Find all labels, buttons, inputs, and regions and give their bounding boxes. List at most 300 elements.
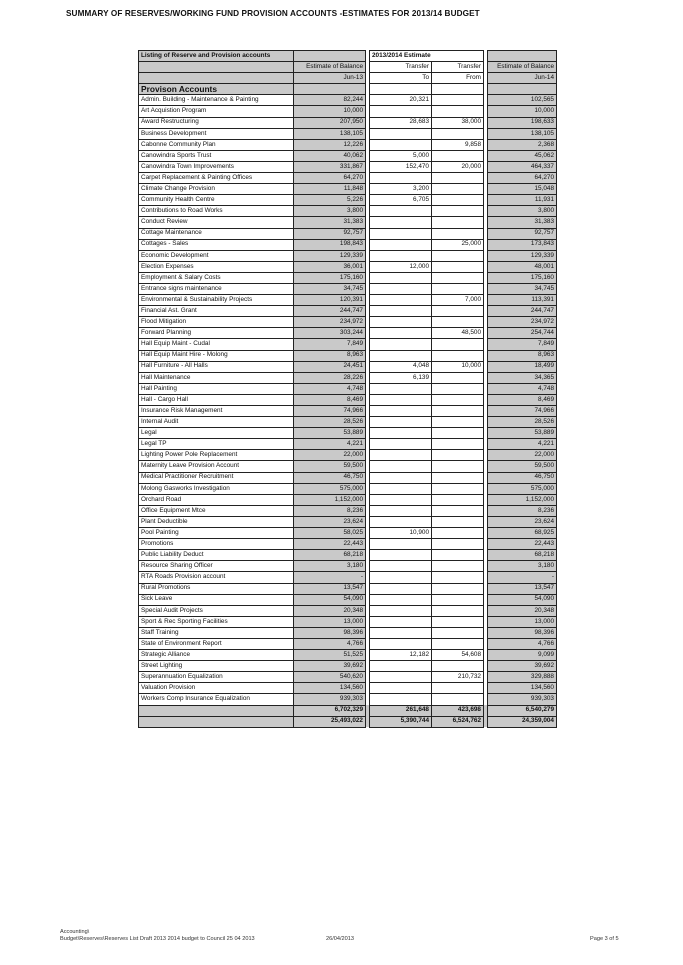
transfer-from	[432, 528, 484, 539]
balance-jun-13: 46,750	[294, 472, 366, 483]
transfer-to: 6,705	[370, 195, 432, 206]
balance-jun-14: 15,048	[488, 184, 557, 195]
transfer-to	[370, 672, 432, 683]
total-transfer-to: 5,390,744	[370, 716, 432, 727]
balance-jun-13: 129,339	[294, 250, 366, 261]
account-name: State of Environment Report	[139, 638, 294, 649]
account-name: Canowindra Sports Trust	[139, 150, 294, 161]
header-blank-2	[488, 51, 557, 62]
transfer-to: 152,470	[370, 161, 432, 172]
account-name: Business Development	[139, 128, 294, 139]
account-name: Hall Equip Maint Hire - Molong	[139, 350, 294, 361]
table-row	[139, 406, 557, 417]
balance-jun-14: 54,090	[488, 594, 557, 605]
balance-jun-14: 939,303	[488, 694, 557, 705]
balance-jun-14: 464,337	[488, 161, 557, 172]
account-name: Hall Equip Maint - Cudal	[139, 339, 294, 350]
transfer-from	[432, 605, 484, 616]
balance-jun-14: 8,236	[488, 505, 557, 516]
balance-jun-13: 244,747	[294, 306, 366, 317]
balance-jun-14: 129,339	[488, 250, 557, 261]
account-name: Medical Practitioner Recruitment	[139, 472, 294, 483]
transfer-from: 48,500	[432, 328, 484, 339]
transfer-from	[432, 106, 484, 117]
account-name: Insurance Risk Management	[139, 406, 294, 417]
balance-jun-13: 10,000	[294, 106, 366, 117]
balance-jun-13: 28,526	[294, 417, 366, 428]
balance-jun-13: 4,748	[294, 383, 366, 394]
account-name: Orchard Road	[139, 494, 294, 505]
account-name: Sport & Rec Sporting Facilities	[139, 616, 294, 627]
table-row	[139, 428, 557, 439]
section-row	[139, 84, 557, 95]
balance-jun-13: 11,848	[294, 184, 366, 195]
balance-jun-13: 134,560	[294, 683, 366, 694]
transfer-from: 210,732	[432, 672, 484, 683]
account-name: Molong Gasworks Investigation	[139, 483, 294, 494]
table-row	[139, 217, 557, 228]
table-row	[139, 672, 557, 683]
balance-jun-14: 34,365	[488, 372, 557, 383]
transfer-to	[370, 605, 432, 616]
table-row	[139, 661, 557, 672]
balance-jun-14: 8,469	[488, 394, 557, 405]
account-name: Legal TP	[139, 439, 294, 450]
account-name: Canowindra Town Improvements	[139, 161, 294, 172]
transfer-to	[370, 283, 432, 294]
balance-jun-14: 31,383	[488, 217, 557, 228]
table-row	[139, 561, 557, 572]
account-name: Hall Maintenance	[139, 372, 294, 383]
reserves-table	[138, 50, 557, 728]
balance-jun-14: 3,180	[488, 561, 557, 572]
account-name: Strategic Alliance	[139, 650, 294, 661]
balance-jun-14: 13,547	[488, 583, 557, 594]
table-row	[139, 694, 557, 705]
account-name: Environmental & Sustainability Projects	[139, 295, 294, 306]
transfer-to	[370, 561, 432, 572]
table-row	[139, 206, 557, 217]
balance-jun-14: 1,152,000	[488, 494, 557, 505]
transfer-to	[370, 594, 432, 605]
transfer-to	[370, 239, 432, 250]
transfer-from	[432, 173, 484, 184]
header-estimate-group: 2013/2014 Estimate	[370, 51, 484, 62]
balance-jun-13: 8,469	[294, 394, 366, 405]
balance-jun-13: 207,950	[294, 117, 366, 128]
transfer-from	[432, 372, 484, 383]
transfer-from	[432, 550, 484, 561]
balance-jun-13: 540,620	[294, 672, 366, 683]
transfer-from	[432, 494, 484, 505]
transfer-from	[432, 184, 484, 195]
balance-jun-14: 68,218	[488, 550, 557, 561]
table-row	[139, 261, 557, 272]
balance-jun-14: 18,499	[488, 361, 557, 372]
balance-jun-14: 7,849	[488, 339, 557, 350]
transfer-to	[370, 616, 432, 627]
balance-jun-14: 23,624	[488, 516, 557, 527]
footer-path-line-2: Budget\Reserves\Reserves List Draft 2013 2014 budget to Council 25 04 2013	[60, 935, 255, 942]
transfer-to	[370, 461, 432, 472]
balance-jun-14: 244,747	[488, 306, 557, 317]
transfer-to: 12,000	[370, 261, 432, 272]
balance-jun-13: 12,226	[294, 139, 366, 150]
balance-jun-13: 24,451	[294, 361, 366, 372]
transfer-to: 20,321	[370, 95, 432, 106]
balance-jun-14: 48,001	[488, 261, 557, 272]
balance-jun-14: 53,889	[488, 428, 557, 439]
transfer-from	[432, 283, 484, 294]
balance-jun-14: 8,963	[488, 350, 557, 361]
balance-jun-13: 23,624	[294, 516, 366, 527]
transfer-from: 25,000	[432, 239, 484, 250]
table-row	[139, 228, 557, 239]
header-col-to: Transfer	[370, 62, 432, 73]
transfer-to	[370, 572, 432, 583]
table-row	[139, 184, 557, 195]
transfer-to	[370, 439, 432, 450]
account-name: Hall - Cargo Hall	[139, 394, 294, 405]
balance-jun-13: 92,757	[294, 228, 366, 239]
total-row	[139, 716, 557, 727]
transfer-from: 10,000	[432, 361, 484, 372]
account-name: Workers Comp Insurance Equalization	[139, 694, 294, 705]
table-row	[139, 95, 557, 106]
balance-jun-14: 22,443	[488, 539, 557, 550]
balance-jun-13: 64,270	[294, 173, 366, 184]
account-name: Legal	[139, 428, 294, 439]
transfer-to	[370, 450, 432, 461]
account-name: Cottages - Sales	[139, 239, 294, 250]
transfer-to	[370, 661, 432, 672]
balance-jun-14: 138,105	[488, 128, 557, 139]
transfer-to	[370, 350, 432, 361]
account-name: Flood Mitigation	[139, 317, 294, 328]
total-transfer-from: 423,698	[432, 705, 484, 716]
account-name: Carpet Replacement & Painting Offices	[139, 173, 294, 184]
table-row	[139, 306, 557, 317]
account-name: Staff Training	[139, 627, 294, 638]
transfer-to: 3,200	[370, 184, 432, 195]
total-label	[139, 705, 294, 716]
transfer-to	[370, 173, 432, 184]
balance-jun-14: 254,744	[488, 328, 557, 339]
total-label	[139, 716, 294, 727]
balance-jun-14: 92,757	[488, 228, 557, 239]
balance-jun-14: 34,745	[488, 283, 557, 294]
transfer-from	[432, 383, 484, 394]
table-row	[139, 494, 557, 505]
balance-jun-14: 45,062	[488, 150, 557, 161]
account-name: Conduct Review	[139, 217, 294, 228]
table-row	[139, 195, 557, 206]
transfer-to: 28,683	[370, 117, 432, 128]
account-name: Financial Ast. Grant	[139, 306, 294, 317]
account-name: Cabonne Community Plan	[139, 139, 294, 150]
transfer-to	[370, 328, 432, 339]
balance-jun-13: 40,062	[294, 150, 366, 161]
table-row	[139, 106, 557, 117]
transfer-from	[432, 661, 484, 672]
balance-jun-14: 28,526	[488, 417, 557, 428]
transfer-from	[432, 417, 484, 428]
transfer-to: 10,900	[370, 528, 432, 539]
transfer-from	[432, 228, 484, 239]
transfer-to	[370, 250, 432, 261]
balance-jun-14: 74,966	[488, 406, 557, 417]
transfer-from	[432, 539, 484, 550]
account-name: Street Lighting	[139, 661, 294, 672]
transfer-to: 6,139	[370, 372, 432, 383]
table-row	[139, 383, 557, 394]
account-name: Maternity Leave Provision Account	[139, 461, 294, 472]
transfer-from	[432, 505, 484, 516]
transfer-to	[370, 505, 432, 516]
account-name: Promotions	[139, 539, 294, 550]
account-name: Contributions to Road Works	[139, 206, 294, 217]
total-balance-jun-13: 25,493,022	[294, 716, 366, 727]
account-name: Entrance signs maintenance	[139, 283, 294, 294]
table-row	[139, 539, 557, 550]
balance-jun-14: 11,931	[488, 195, 557, 206]
transfer-from	[432, 128, 484, 139]
transfer-to: 5,000	[370, 150, 432, 161]
balance-jun-13: 234,972	[294, 317, 366, 328]
balance-jun-14: 13,000	[488, 616, 557, 627]
account-name: Climate Change Provision	[139, 184, 294, 195]
transfer-to	[370, 128, 432, 139]
total-row	[139, 705, 557, 716]
balance-jun-14: 173,843	[488, 239, 557, 250]
transfer-from	[432, 250, 484, 261]
account-name: Election Expenses	[139, 261, 294, 272]
balance-jun-14: 10,000	[488, 106, 557, 117]
table-row	[139, 417, 557, 428]
table-row	[139, 650, 557, 661]
balance-jun-13: 198,843	[294, 239, 366, 250]
transfer-from	[432, 217, 484, 228]
footer-date: 26/04/2013	[326, 936, 354, 942]
balance-jun-13: 5,226	[294, 195, 366, 206]
account-name: Pool Painting	[139, 528, 294, 539]
table-row	[139, 173, 557, 184]
header-blank-1	[294, 51, 366, 62]
balance-jun-13: 13,000	[294, 616, 366, 627]
account-name: Internal Audit	[139, 417, 294, 428]
table-row	[139, 528, 557, 539]
balance-jun-13: 8,963	[294, 350, 366, 361]
transfer-from	[432, 428, 484, 439]
balance-jun-13: 36,001	[294, 261, 366, 272]
table-row	[139, 616, 557, 627]
account-name: Sick Leave	[139, 594, 294, 605]
balance-jun-13: 51,525	[294, 650, 366, 661]
table-row	[139, 372, 557, 383]
table-row	[139, 250, 557, 261]
table-row	[139, 139, 557, 150]
table-row	[139, 483, 557, 494]
balance-jun-13: 303,244	[294, 328, 366, 339]
transfer-to	[370, 317, 432, 328]
transfer-from	[432, 561, 484, 572]
total-transfer-from: 6,524,762	[432, 716, 484, 727]
transfer-from	[432, 350, 484, 361]
transfer-to	[370, 694, 432, 705]
balance-jun-13: 39,692	[294, 661, 366, 672]
transfer-to	[370, 306, 432, 317]
transfer-from	[432, 594, 484, 605]
balance-jun-13: 59,500	[294, 461, 366, 472]
transfer-to	[370, 295, 432, 306]
transfer-to	[370, 472, 432, 483]
table-row	[139, 572, 557, 583]
total-balance-jun-14: 24,359,004	[488, 716, 557, 727]
transfer-from	[432, 150, 484, 161]
balance-jun-14: 575,000	[488, 483, 557, 494]
header-row-3	[139, 73, 557, 84]
transfer-to	[370, 428, 432, 439]
transfer-to	[370, 539, 432, 550]
balance-jun-13: -	[294, 572, 366, 583]
table-row	[139, 394, 557, 405]
table-row	[139, 683, 557, 694]
table-row	[139, 283, 557, 294]
footer-path	[60, 929, 255, 943]
account-name: Hall Furniture - All Halls	[139, 361, 294, 372]
balance-jun-14: 64,270	[488, 173, 557, 184]
balance-jun-13: 82,244	[294, 95, 366, 106]
account-name: Superannuation Equalization	[139, 672, 294, 683]
balance-jun-13: 13,547	[294, 583, 366, 594]
table-row	[139, 350, 557, 361]
account-name: Plant Deductible	[139, 516, 294, 527]
table-row	[139, 361, 557, 372]
table-row	[139, 239, 557, 250]
total-balance-jun-14: 6,540,279	[488, 705, 557, 716]
transfer-from	[432, 394, 484, 405]
transfer-to	[370, 417, 432, 428]
transfer-from	[432, 306, 484, 317]
table-row	[139, 638, 557, 649]
transfer-from	[432, 694, 484, 705]
balance-jun-13: 58,025	[294, 528, 366, 539]
account-name: Economic Development	[139, 250, 294, 261]
transfer-from	[432, 616, 484, 627]
transfer-to	[370, 228, 432, 239]
account-name: RTA Roads Provision account	[139, 572, 294, 583]
balance-jun-13: 54,090	[294, 594, 366, 605]
transfer-to	[370, 583, 432, 594]
transfer-to	[370, 106, 432, 117]
transfer-to	[370, 683, 432, 694]
balance-jun-14: 134,560	[488, 683, 557, 694]
balance-jun-13: 3,180	[294, 561, 366, 572]
account-name: Award Restructuring	[139, 117, 294, 128]
footer-path-line-1: Accounting\	[60, 929, 90, 935]
account-name: Cottage Maintenance	[139, 228, 294, 239]
transfer-from	[432, 516, 484, 527]
balance-jun-13: 575,000	[294, 483, 366, 494]
transfer-to	[370, 272, 432, 283]
transfer-from	[432, 638, 484, 649]
account-name: Admin. Building - Maintenance & Painting	[139, 95, 294, 106]
balance-jun-14: 9,099	[488, 650, 557, 661]
balance-jun-14: 22,000	[488, 450, 557, 461]
table-row	[139, 317, 557, 328]
transfer-to: 12,182	[370, 650, 432, 661]
balance-jun-14: 20,348	[488, 605, 557, 616]
table-row	[139, 583, 557, 594]
balance-jun-14: 59,500	[488, 461, 557, 472]
balance-jun-14: 234,972	[488, 317, 557, 328]
balance-jun-13: 22,443	[294, 539, 366, 550]
transfer-to	[370, 550, 432, 561]
balance-jun-14: 198,633	[488, 117, 557, 128]
balance-jun-13: 3,800	[294, 206, 366, 217]
balance-jun-13: 34,745	[294, 283, 366, 294]
balance-jun-13: 939,303	[294, 694, 366, 705]
balance-jun-14: 3,800	[488, 206, 557, 217]
account-name: Rural Promotions	[139, 583, 294, 594]
transfer-from	[432, 439, 484, 450]
balance-jun-14: 102,565	[488, 95, 557, 106]
transfer-from: 7,000	[432, 295, 484, 306]
header-sub-from: From	[432, 73, 484, 84]
account-name: Resource Sharing Officer	[139, 561, 294, 572]
table-row	[139, 128, 557, 139]
transfer-from	[432, 261, 484, 272]
transfer-from: 38,000	[432, 117, 484, 128]
transfer-from	[432, 483, 484, 494]
footer-page-number: Page 3 of 5	[590, 936, 619, 942]
transfer-to	[370, 217, 432, 228]
total-transfer-to: 261,648	[370, 705, 432, 716]
transfer-to	[370, 627, 432, 638]
balance-jun-13: 8,236	[294, 505, 366, 516]
table-row	[139, 439, 557, 450]
balance-jun-14: 175,160	[488, 272, 557, 283]
transfer-to	[370, 394, 432, 405]
total-balance-jun-13: 6,702,329	[294, 705, 366, 716]
balance-jun-13: 31,383	[294, 217, 366, 228]
header-listing: Listing of Reserve and Provision accounts	[139, 51, 294, 62]
header-col-from: Transfer	[432, 62, 484, 73]
balance-jun-14: 113,391	[488, 295, 557, 306]
balance-jun-13: 28,226	[294, 372, 366, 383]
transfer-to: 4,048	[370, 361, 432, 372]
balance-jun-13: 331,867	[294, 161, 366, 172]
transfer-from	[432, 572, 484, 583]
balance-jun-13: 175,160	[294, 272, 366, 283]
transfer-to	[370, 339, 432, 350]
balance-jun-14: 46,750	[488, 472, 557, 483]
transfer-from	[432, 339, 484, 350]
table-row	[139, 516, 557, 527]
transfer-from	[432, 627, 484, 638]
table-row	[139, 550, 557, 561]
transfer-from	[432, 450, 484, 461]
transfer-from: 9,858	[432, 139, 484, 150]
balance-jun-14: 4,221	[488, 439, 557, 450]
transfer-from	[432, 195, 484, 206]
balance-jun-13: 20,348	[294, 605, 366, 616]
transfer-from	[432, 583, 484, 594]
balance-jun-13: 68,218	[294, 550, 366, 561]
table-row	[139, 627, 557, 638]
account-name: Special Audit Projects	[139, 605, 294, 616]
transfer-from	[432, 272, 484, 283]
